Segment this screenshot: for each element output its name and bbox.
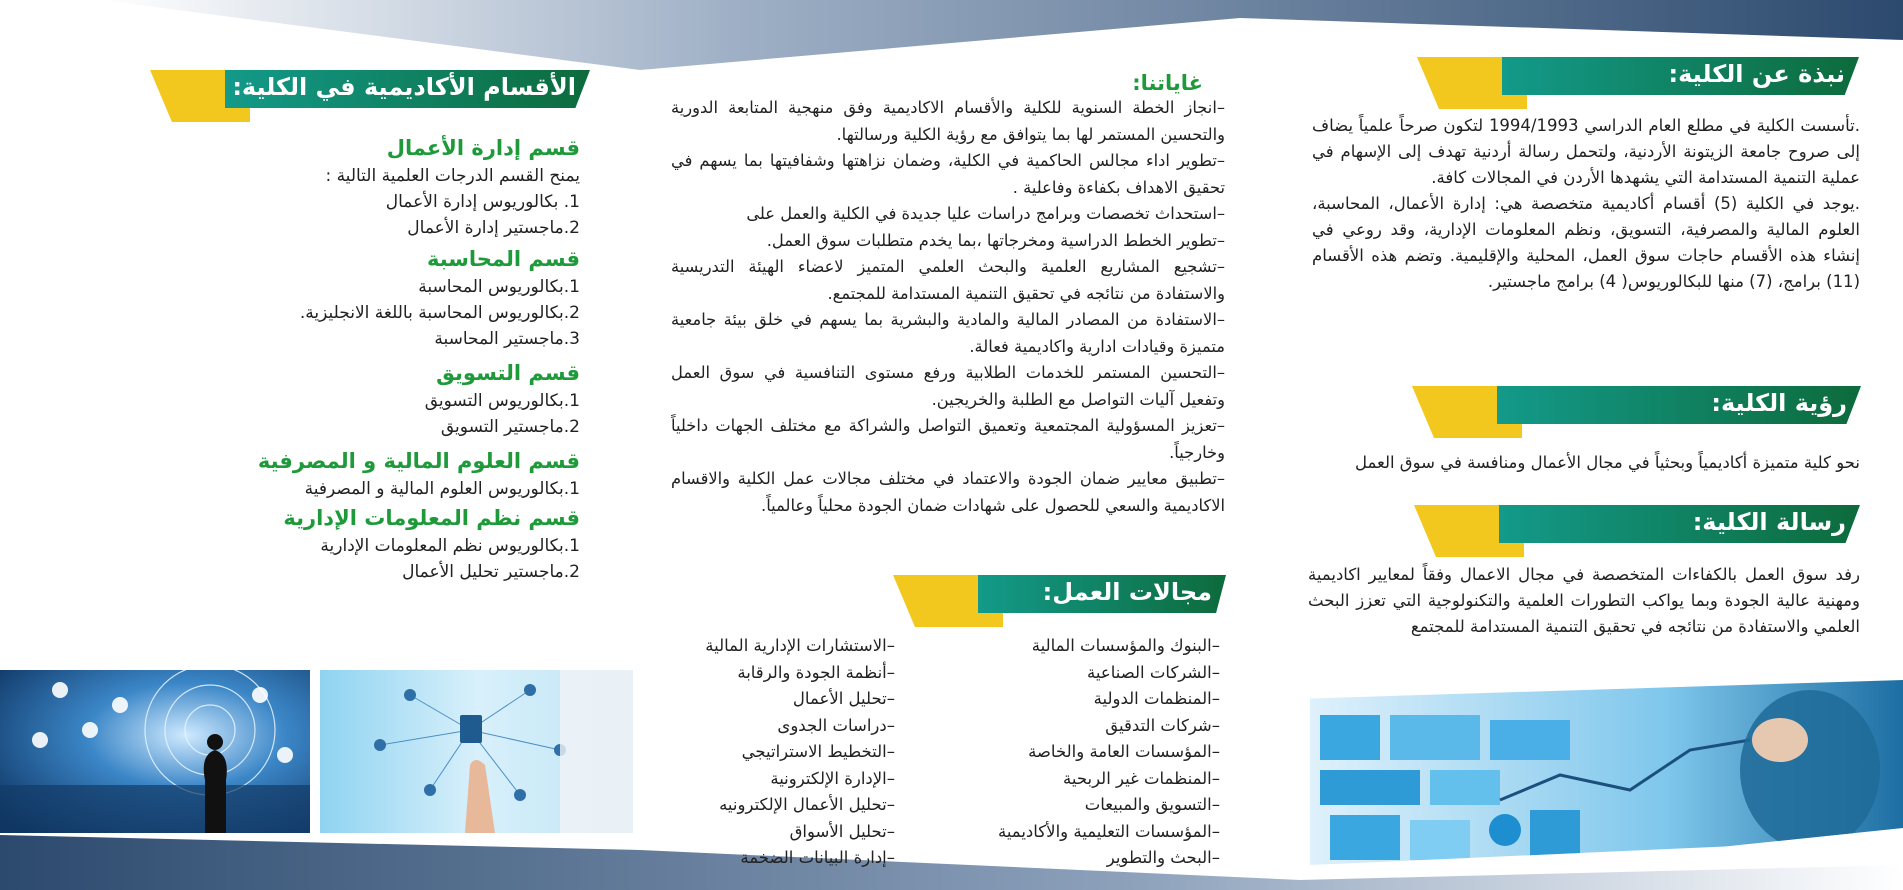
goal-item: –تطبيق معايير ضمان الجودة والاعتماد في مختلف مجالات عمل الكلية والاقسام الاكاديمية والسعي للحصول على شهادات ضمان الجودة محلياً وعالمياً. xyxy=(671,469,1225,515)
department-accounting-title: قسم المحاسبة xyxy=(426,247,580,271)
fields-header xyxy=(893,575,1226,627)
mission-header xyxy=(1414,505,1860,557)
field-item: –تحليل الأسواق xyxy=(789,821,895,841)
departments-title: الأقسام الأكاديمية في الكلية: xyxy=(232,73,576,101)
vision-header xyxy=(1412,386,1861,438)
department-business-title: قسم إدارة الأعمال xyxy=(386,136,580,160)
about-header xyxy=(1417,57,1859,109)
goals-section xyxy=(671,68,1225,519)
vision-section xyxy=(1312,450,1860,476)
fields-right-column xyxy=(930,633,1220,872)
field-item: –الشركات الصناعية xyxy=(1087,662,1220,682)
department-mis-item: 2.ماجستير تحليل الأعمال xyxy=(402,562,580,582)
department-marketing-item: 2.ماجستير التسويق xyxy=(440,417,580,437)
field-item: –الاستشارات الإدارية المالية xyxy=(705,636,895,655)
vision-text: نحو كلية متميزة أكاديمياً وبحثياً في مجال الأعمال ومنافسة في سوق العمل xyxy=(1354,453,1860,472)
goal-item: –التحسين المستمر للخدمات الطلابية ورفع مستوى التنافسية في سوق العمل وتفعيل آليات التواصل مع الطلبة والخريجين. xyxy=(671,363,1225,409)
goal-item: –تشجيع المشاريع العلمية والبحث العلمي المتميز لاعضاء الهيئة التدريسية والاستفادة من نتائجه في تحقيق التنمية المستدامة للمجتمع. xyxy=(671,257,1225,303)
goal-item: –تعزيز المسؤولية المجتمعية وتعميق التواصل والشراكة مع مختلف الجهات داخلياً وخارجياً. xyxy=(671,416,1225,462)
field-item: –تحليل الأعمال xyxy=(792,689,895,708)
department-finance-item: 1.بكالوريوس العلوم المالية و المصرفية xyxy=(304,479,580,499)
goal-item: –انجاز الخطة السنوية للكلية والأقسام الاكاديمية وفق منهجية المتابعة الدورية والتحسين المستمر لها بما يتوافق مع رؤية الكلية ورسالتها. xyxy=(671,98,1225,144)
department-marketing-item: 1.بكالوريوس التسويق xyxy=(424,391,580,411)
field-item: –البحث والتطوير xyxy=(1106,848,1220,867)
field-item: –المنظمات الدولية xyxy=(1093,689,1220,708)
department-finance-title: قسم العلوم المالية و المصرفية xyxy=(257,449,580,473)
department-marketing-title: قسم التسويق xyxy=(436,361,580,385)
goals-list xyxy=(671,95,1225,519)
about-title: نبذة عن الكلية: xyxy=(1668,60,1845,88)
businessman-tech-photo xyxy=(0,670,310,833)
fields-title: مجالات العمل: xyxy=(1042,578,1212,606)
about-section xyxy=(1312,113,1860,295)
mission-text: رفد سوق العمل بالكفاءات المتخصصة في مجال الاعمال وفقاً لمعايير اكاديمية ومهنية عالية الجودة وبما يواكب التطورات العلمية والتكنولوجية التي تعزز البحث العلمي والاستفادة من نتائجه في تحقيق التنمية المستدامة للمجتمع xyxy=(1308,565,1860,636)
field-item: –المنظمات غير الربحية xyxy=(1063,768,1220,788)
field-item: –التخطيط الاستراتيجي xyxy=(741,742,895,761)
department-mis-item: 1.بكالوريوس نظم المعلومات الإدارية xyxy=(320,536,580,556)
department-business-intro: يمنح القسم الدرجات العلمية التالية : xyxy=(325,166,580,186)
vision-title: رؤية الكلية: xyxy=(1711,389,1847,417)
department-accounting-item: 3.ماجستير المحاسبة xyxy=(434,329,580,349)
field-item: –البنوك والمؤسسات المالية xyxy=(1031,636,1220,655)
fields-left-column xyxy=(670,633,895,872)
field-item: –التسويق والمبيعات xyxy=(1084,795,1220,814)
department-accounting-item: 2.بكالوريوس المحاسبة باللغة الانجليزية. xyxy=(299,303,580,323)
department-business-item: 1. بكالوريوس إدارة الأعمال xyxy=(385,192,580,212)
department-business-item: 2.ماجستير إدارة الأعمال xyxy=(407,218,580,238)
goals-title: غاياتنا: xyxy=(1132,71,1203,95)
field-item: –دراسات الجدوى xyxy=(777,715,895,735)
goal-item: –استحداث تخصصات وبرامج دراسات عليا جديدة في الكلية والعمل على xyxy=(746,204,1225,223)
field-item: –شركات التدقيق xyxy=(1105,715,1220,735)
departments-header xyxy=(150,70,590,122)
goal-item: –تطوير اداء مجالس الحاكمية في الكلية، وضمان نزاهتها وشفافيتها بما يسهم في تحقيق الاهداف بكفاءة وفاعلية . xyxy=(671,151,1225,197)
about-paragraph-2: .يوجد في الكلية (5) أقسام أكاديمية متخصصة هي: إدارة الأعمال، المحاسبة، العلوم المالية والمصرفية، التسويق، ونظم المعلومات الإدارية، وقد روعي في إنشاء هذه الأقسام حاجات سوق العمل، المحلية والإقليمية. وتضم هذه الأقسام (11) برامج، (7) منها للبكالوريوس( 4) برامج ماجستير. xyxy=(1312,194,1860,291)
field-item: –المؤسسات التعليمية والأكاديمية xyxy=(997,821,1220,841)
field-item: –الإدارة الإلكترونية xyxy=(770,768,895,788)
department-mis-title: قسم نظم المعلومات الإدارية xyxy=(283,506,580,530)
field-item: –المؤسسات العامة والخاصة xyxy=(1028,742,1220,761)
network-hand-photo xyxy=(320,670,633,833)
goal-item: –تطوير الخطط الدراسية ومخرجاتها ،بما يخدم متطلبات سوق العمل. xyxy=(766,230,1225,250)
goal-item: –الاستفادة من المصادر المالية والمادية والبشرية بما يسهم في خلق بيئة جامعية متميزة وقيادات ادارية واكاديمية فعالة. xyxy=(671,310,1225,356)
mission-section xyxy=(1308,562,1860,640)
departments-section xyxy=(250,133,580,585)
field-item: –إدارة البيانات الضخمة xyxy=(740,848,895,867)
mission-title: رسالة الكلية: xyxy=(1692,508,1846,536)
field-item: –تحليل الأعمال الإلكترونيه xyxy=(719,795,895,814)
department-accounting-item: 1.بكالوريوس المحاسبة xyxy=(418,277,580,297)
about-paragraph-1: .تأسست الكلية في مطلع العام الدراسي 1994/1993 لتكون صرحاً علمياً يضاف إلى صروح جامعة الزيتونة الأردنية، ولتحمل رسالة أردنية تهدف إلى الإسهام في عملية التنمية المستدامة التي يشهدها الأردن في المجالات كافة. xyxy=(1312,116,1860,187)
field-item: –أنظمة الجودة والرقابة xyxy=(737,662,895,682)
